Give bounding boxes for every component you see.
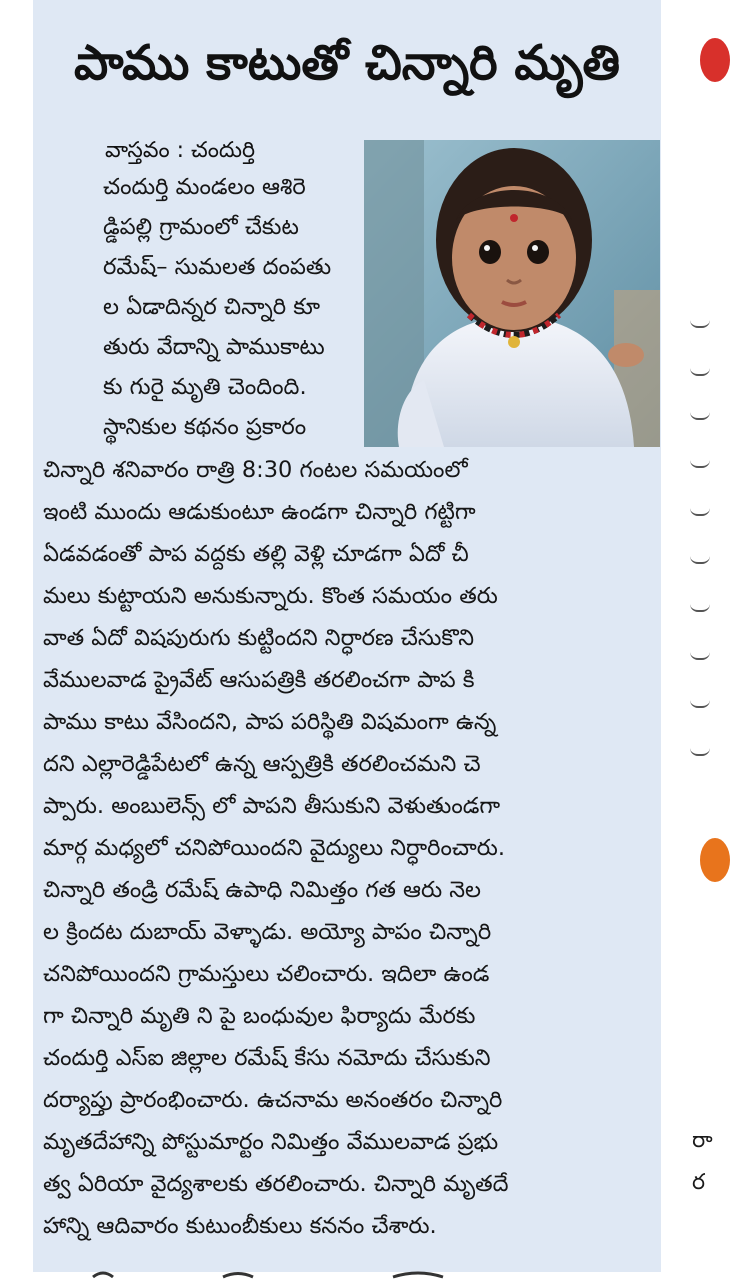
child-photo-image — [364, 140, 660, 447]
adjacent-text-fragment — [690, 548, 710, 564]
adjacent-text-fragment — [690, 644, 710, 660]
cutoff-text-shapes — [73, 1267, 683, 1277]
article-text-line: చిన్నారి తండ్రి రమేష్ ఉపాధి నిమిత్తం గత ఆరు నెల — [43, 877, 482, 903]
article-text-line: రమేష్– సుమలత దంపతు — [103, 254, 332, 280]
adjacent-text-fragment — [690, 312, 710, 328]
article-text-line: త్వ ఏరియా వైద్యశాలకు తరలించారు. చిన్నారి మృతదే — [43, 1171, 509, 1197]
article-text-line: తురు వేదాన్ని పాముకాటు — [103, 334, 325, 360]
news-article — [33, 0, 661, 1272]
article-photo — [364, 140, 660, 447]
article-text-line: మృతదేహాన్ని పోస్టుమార్టం నిమిత్తం వేములవాడ ప్రభు — [43, 1129, 499, 1155]
adjacent-text-fragment — [690, 596, 710, 612]
adjacent-text-fragment — [690, 452, 710, 468]
article-dateline: వాస్తవం : చందుర్తి — [105, 138, 256, 163]
article-text-line: ప్పారు. అంబులెన్స్ లో పాపని తీసుకుని వెళుతుండగా — [43, 793, 501, 819]
next-article-cutoff — [73, 1262, 683, 1272]
adjacent-text-fragment — [690, 404, 710, 420]
article-text-line: వాత ఏదో విషపురుగు కుట్టిందని నిర్ధారణ చేసుకొని — [43, 625, 475, 651]
article-text-line: ల ఏడాదిన్నర చిన్నారి కూ — [103, 294, 321, 320]
article-text-line: హాన్ని ఆదివారం కుటుంబీకులు కననం చేశారు. — [43, 1213, 437, 1239]
article-headline: పాము కాటుతో చిన్నారి మృతి — [74, 35, 620, 91]
article-text-line: ఏడవడంతో పాప వద్దకు తల్లి వెళ్లి చూడగా ఏదో చీ — [43, 541, 469, 567]
article-text-line: ల క్రిందట దుబాయ్ వెళ్ళాడు. అయ్యో పాపం చిన్నారి — [43, 919, 492, 945]
adjacent-text-fragment: రా — [692, 1128, 713, 1153]
article-text-line: వేములవాడ ప్రైవేట్ ఆసుపత్రికి తరలించగా పాప కి — [43, 667, 475, 693]
article-text-line: కు గురై మృతి చెందింది. — [103, 374, 307, 400]
adjacent-text-fragment: ర — [692, 1170, 706, 1195]
article-text-line: ఇంటి ముందు ఆడుకుంటూ ఉండగా చిన్నారి గట్టిగా — [43, 499, 476, 525]
adjacent-text-fragment — [690, 692, 710, 708]
article-text-line: చందుర్తి మండలం ఆశిరె — [103, 174, 306, 200]
article-text-line: దని ఎల్లారెడ్డిపేటలో ఉన్న ఆస్పత్రికి తరలించమని చె — [43, 751, 481, 777]
adjacent-red-mark — [700, 38, 730, 82]
adjacent-text-fragment — [690, 500, 710, 516]
article-text-line: మలు కుట్టాయని అనుకున్నారు. కొంత సమయం తరు — [43, 583, 498, 609]
article-text-line: చనిపోయిందని గ్రామస్తులు చలించారు. ఇదిలా ఉండ — [43, 961, 490, 987]
adjacent-text-fragment — [690, 740, 710, 756]
article-text-line: పాము కాటు వేసిందని, పాప పరిస్థితి విషమంగా ఉన్న — [43, 709, 497, 735]
article-text-line: చిన్నారి శనివారం రాత్రి 8:30 గంటల సమయంలో — [43, 457, 468, 483]
adjacent-orange-mark — [700, 838, 730, 882]
adjacent-article-strip — [662, 0, 713, 1272]
article-text-line: చందుర్తి ఎస్ఐ జిల్లాల రమేష్ కేసు నమోదు చేసుకుని — [43, 1045, 491, 1071]
article-text-line: డ్డిపల్లి గ్రామంలో చేకుట — [103, 214, 299, 240]
article-text-line: స్థానికుల కథనం ప్రకారం — [103, 414, 307, 440]
article-text-line: దర్యాప్తు ప్రారంభించారు. ఉచనామ అనంతరం చిన్నారి — [43, 1087, 503, 1113]
article-text-line: మార్గ మధ్యలో చనిపోయిందని వైద్యులు నిర్ధారించారు. — [43, 835, 505, 861]
adjacent-text-fragment — [690, 360, 710, 376]
article-text-line: గా చిన్నారి మృతి ని పై బంధువుల ఫిర్యాదు మేరకు — [43, 1003, 476, 1029]
